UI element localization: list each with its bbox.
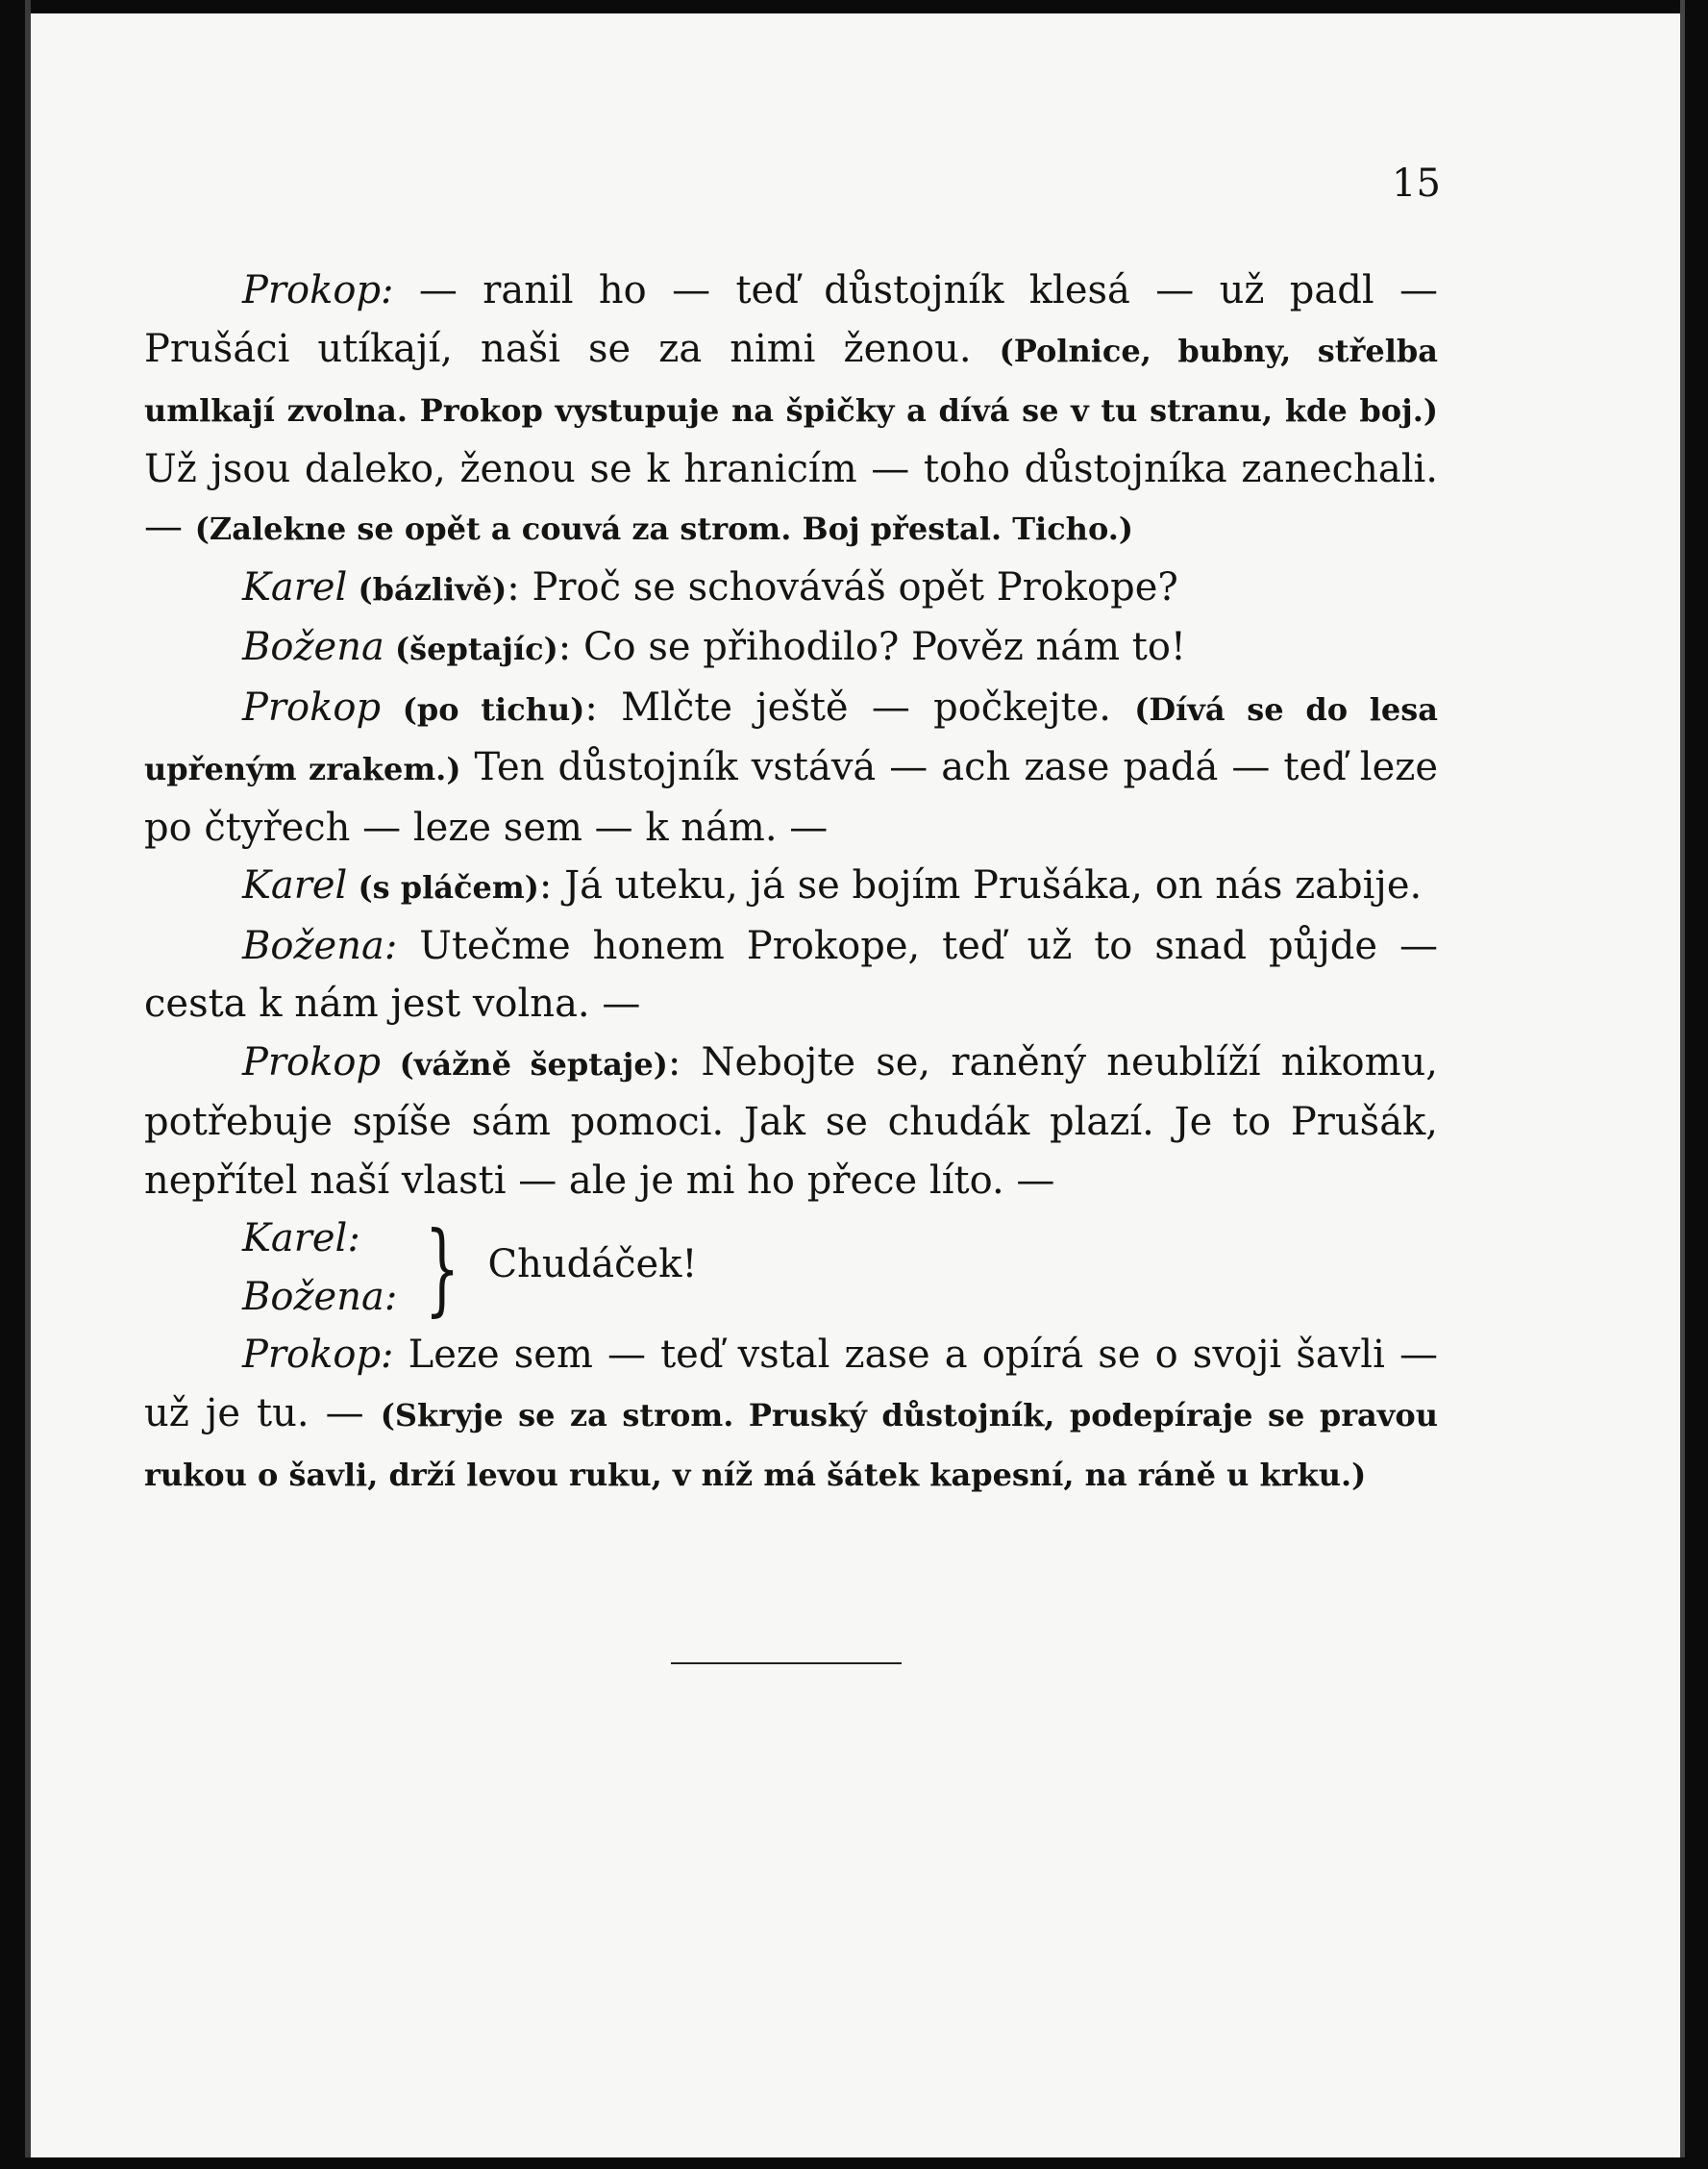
page-number: 15 (1392, 162, 1441, 206)
spoken-text: : Nebojte se, raněný neublíží nikomu, potřebuje spíše sám pomoci. Jak se chudák plazí. Je to Prušák, nepřítel naší vlasti — ale je mi ho přece líto. — (144, 1039, 1438, 1203)
scan-edge-left-shadow (25, 0, 31, 2169)
speaker-name: Prokop: (242, 268, 394, 312)
joint-speakers (242, 1209, 397, 1326)
speaker-name: Prokop (242, 1039, 382, 1084)
dialogue-paragraph (144, 559, 1438, 619)
joint-line-text: Chudáček! (487, 1242, 698, 1287)
dialogue-paragraph (144, 917, 1438, 1034)
spoken-text: : Já uteku, já se bojím Prušáka, on nás zabije. (538, 863, 1423, 908)
dialogue-paragraph (144, 857, 1438, 917)
speaker-name: Božena: (242, 1274, 398, 1319)
scan-edge-top (0, 0, 1708, 13)
spoken-text: Utečme honem Prokope, teď už to snad půjde — cesta k nám jest volna. — (144, 923, 1438, 1026)
speaker-name: Prokop: (242, 1333, 394, 1377)
dialogue-paragraph (144, 262, 1438, 559)
scan-edge-bottom (0, 2157, 1708, 2169)
dialogue-paragraph (144, 679, 1438, 858)
spoken-text: : Co se přihodilo? Pověz nám to! (557, 625, 1186, 669)
scan-edge-right-shadow (1680, 0, 1685, 2169)
scan-edge-left (0, 0, 25, 2169)
dialogue-paragraph (144, 618, 1438, 679)
speaker-name: Karel: (242, 1216, 360, 1260)
stage-direction: (Dívá se do lesa upřeným zrakem.) (144, 690, 1438, 787)
play-text (144, 262, 1438, 1505)
spoken-text: Už jsou daleko, ženou se k hranicím — toho důstojníka zanechali. — (144, 446, 1438, 549)
stage-direction: (šeptajíc) (384, 631, 558, 667)
speaker-name: Karel (242, 564, 348, 610)
speaker-name: Božena (242, 625, 384, 669)
speaker-name: Božena: (242, 923, 398, 968)
stage-direction: (bázlivě) (347, 570, 507, 608)
speaker-name: Karel (242, 863, 348, 908)
spoken-text: Ten důstojník vstává — ach zase padá — teď leze po čtyřech — leze sem — k nám. — (144, 745, 1439, 850)
scan-edge-right (1685, 0, 1708, 2169)
joint-line (144, 1209, 1438, 1326)
stage-direction: (vážně šeptaje) (381, 1045, 668, 1083)
spoken-text: — ranil ho — teď důstojník klesá — už padl — Prušáci utíkají, naši se za nimi ženou. (144, 268, 1438, 371)
stage-direction: (Skryje se za strom. Pruský důstojník, podepíraje se pravou rukou o šavli, drží levou ruku, v níž má šátek kapesní, na ráně u krku.) (144, 1396, 1438, 1493)
spoken-text: : Proč se schováváš opět Prokope? (507, 564, 1178, 610)
dialogue-paragraphs (144, 262, 1438, 1209)
stage-direction: (Zalekne se opět a couvá za strom. Boj přestal. Ticho.) (194, 511, 1133, 547)
brace-mark: } (425, 1209, 460, 1327)
spoken-text: Leze sem — teď vstal zase a opírá se o svoji šavli — už je tu. — (144, 1333, 1438, 1435)
stage-direction: (s pláčem) (347, 869, 539, 906)
stage-direction: (po tichu) (381, 690, 585, 728)
dialogue-paragraph-final (144, 1326, 1438, 1505)
spoken-text: : Mlčte ještě — počkejte. (584, 685, 1135, 730)
speaker-name: Prokop (242, 685, 382, 730)
stage-direction: (Polnice, bubny, střelba umlkají zvolna. Prokop vystupuje na špičky a dívá se v tu stranu, kde boj.) (144, 332, 1439, 429)
dialogue-paragraph (144, 1034, 1438, 1210)
end-rule (671, 1662, 902, 1664)
